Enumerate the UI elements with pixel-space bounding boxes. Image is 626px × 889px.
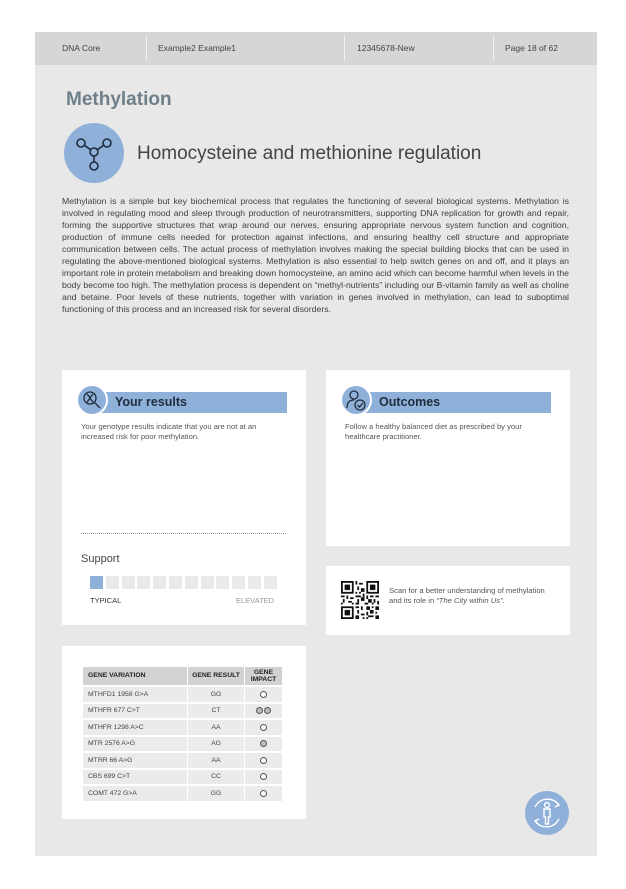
outcomes-card-text: Follow a healthy balanced diet as prescribed by your healthcare practitioner. bbox=[345, 422, 522, 441]
table-row bbox=[83, 704, 282, 719]
scale-segment bbox=[185, 576, 198, 589]
header-gene-result: GENE RESULT bbox=[188, 667, 244, 685]
scale-segment bbox=[90, 576, 103, 589]
report-page bbox=[35, 32, 597, 856]
gene-name: MTHFR 677 C>T bbox=[83, 704, 187, 719]
impact-circle-icon bbox=[260, 740, 267, 747]
table-row bbox=[83, 687, 282, 702]
header-page-number: Page 18 of 62 bbox=[505, 43, 558, 53]
gene-result: AA bbox=[188, 753, 244, 768]
gene-result: CT bbox=[188, 704, 244, 719]
header-divider bbox=[146, 36, 147, 61]
results-card-title: Your results bbox=[97, 392, 287, 413]
qr-text: Scan for a better understanding of methylation and its role in bbox=[389, 586, 545, 605]
scale-segment bbox=[106, 576, 119, 589]
impact-circle-icon bbox=[264, 707, 271, 714]
qr-description bbox=[389, 586, 554, 606]
divider bbox=[81, 533, 286, 534]
header-gene-variation: GENE VARIATION bbox=[83, 667, 187, 685]
gene-impact bbox=[245, 737, 282, 752]
gene-name: CBS 699 C>T bbox=[83, 770, 187, 785]
scale-label-elevated: ELEVATED bbox=[236, 596, 275, 605]
gene-result: AG bbox=[188, 737, 244, 752]
impact-circle-icon bbox=[260, 757, 267, 764]
gene-impact bbox=[245, 770, 282, 785]
gene-name: MTHFD1 1958 G>A bbox=[83, 687, 187, 702]
gene-table bbox=[82, 665, 283, 803]
qr-code-icon[interactable] bbox=[341, 581, 379, 619]
scale-segment bbox=[216, 576, 229, 589]
intro-paragraph: Methylation is a simple but key biochemical process that regulates the functioning of several biological systems. Methylation is involved in regulating mood and sleep through production of neurotransmitters, supporting DNA replication for growth and repair, forming the supportive structures that wrap around our nerves, ensuring appropriate nervous system function and cognition, production of immune cells needed for protection against infections, and ensuring healthy cell structure and appropriate communication between cells. The actual process of methylation involves making the special building blocks that can be used in regulating the above-mentioned biological systems. Methylation is also essential to help switch genes on and off, and it plays an important role in protein metabolism and breaking down homocysteine, an amino acid which can become harmful when levels in the body become too high. The methylation process is dependent on “methyl-nutrients” including our B-vitamin family as well as choline and betaine. Poor levels of these nutrients, together with variation in genes involved in methylation, can lead to suboptimal functioning of this process and an increased risk for several disorders. bbox=[62, 196, 569, 314]
scale-segment bbox=[248, 576, 261, 589]
table-row bbox=[83, 737, 282, 752]
gene-result: GG bbox=[188, 786, 244, 801]
results-card bbox=[62, 370, 306, 625]
header-divider bbox=[344, 36, 345, 61]
header-client-name: Example2 Example1 bbox=[158, 43, 236, 53]
gene-impact bbox=[245, 753, 282, 768]
table-row bbox=[83, 786, 282, 801]
page-header bbox=[35, 32, 597, 65]
header-report-id: 12345678-New bbox=[357, 43, 415, 53]
results-card-text: Your genotype results indicate that you are not at an increased risk for poor methylation. bbox=[81, 422, 257, 441]
header-product: DNA Core bbox=[62, 43, 101, 53]
header-divider bbox=[493, 36, 494, 61]
gene-impact bbox=[245, 687, 282, 702]
table-row bbox=[83, 753, 282, 768]
scale-segment bbox=[264, 576, 277, 589]
scale-segment bbox=[137, 576, 150, 589]
gene-table-header bbox=[83, 667, 282, 685]
header-gene-impact: GENE IMPACT bbox=[245, 667, 282, 685]
scale-segment bbox=[122, 576, 135, 589]
scale-label-typical: TYPICAL bbox=[90, 596, 122, 605]
scale-segment bbox=[232, 576, 245, 589]
person-check-icon bbox=[340, 384, 372, 416]
gene-impact bbox=[245, 786, 282, 801]
impact-circle-icon bbox=[256, 707, 263, 714]
gene-name: MTRR 66 A>G bbox=[83, 753, 187, 768]
gene-impact bbox=[245, 720, 282, 735]
gene-name: MTR 2576 A>G bbox=[83, 737, 187, 752]
qr-text-end: . bbox=[502, 596, 505, 605]
gene-result: CC bbox=[188, 770, 244, 785]
section-subtitle: Homocysteine and methionine regulation bbox=[137, 143, 482, 164]
section-title: Methylation bbox=[66, 89, 172, 110]
gene-result: GG bbox=[188, 687, 244, 702]
scale-segment bbox=[201, 576, 214, 589]
impact-circle-icon bbox=[260, 724, 267, 731]
impact-circle-icon bbox=[260, 790, 267, 797]
scale-segment bbox=[153, 576, 166, 589]
gene-name: COMT 472 G>A bbox=[83, 786, 187, 801]
dna-magnifier-icon bbox=[76, 384, 108, 416]
qr-card bbox=[326, 566, 570, 635]
molecule-icon bbox=[64, 123, 124, 183]
outcomes-card bbox=[326, 370, 570, 546]
person-cycle-icon bbox=[525, 791, 569, 835]
gene-table-card bbox=[62, 646, 306, 819]
table-row bbox=[83, 720, 282, 735]
support-label: Support bbox=[81, 553, 120, 565]
impact-circle-icon bbox=[260, 773, 267, 780]
gene-impact bbox=[245, 704, 282, 719]
outcomes-card-title: Outcomes bbox=[361, 392, 551, 413]
scale-segment bbox=[169, 576, 182, 589]
gene-name: MTHFR 1298 A>C bbox=[83, 720, 187, 735]
table-row bbox=[83, 770, 282, 785]
qr-text-italic: “The City within Us” bbox=[436, 596, 503, 605]
impact-circle-icon bbox=[260, 691, 267, 698]
gene-result: AA bbox=[188, 720, 244, 735]
